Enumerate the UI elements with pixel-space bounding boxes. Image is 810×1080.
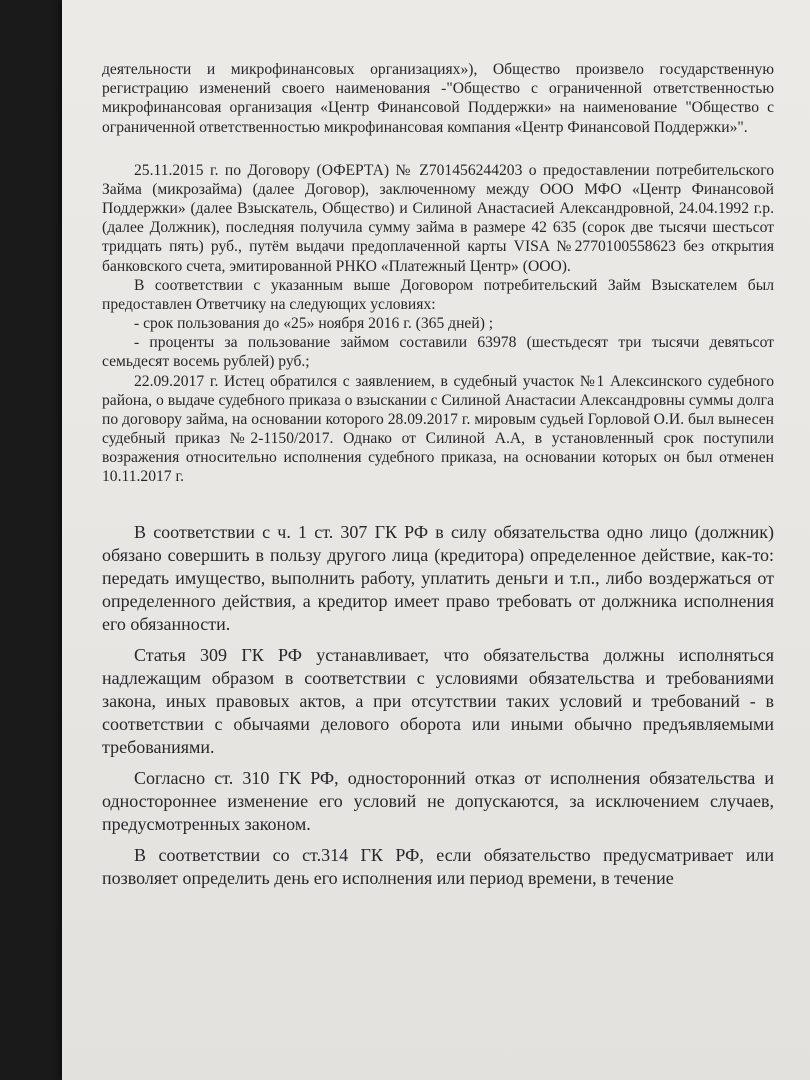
list-item: - срок пользования до «25» ноября 2016 г. (365 дней) ; xyxy=(134,315,494,333)
paragraph: В соответствии со ст.314 ГК РФ, если обязательство предусматривает или позволяет определить день его исполнения или период времени, в течение xyxy=(102,845,774,889)
paragraph: В соответствии с ч. 1 ст. 307 ГК РФ в силу обязательства одно лицо (должник) обязано совершить в пользу другого лица (кредитора) определенное действие, как-то: передать имущество, выполнить работу, уплатить деньги и т.п., либо воздержаться от определенного действия, а кредитор имеет право требовать от должника исполнения его обязанности. xyxy=(102,521,774,634)
paragraph: 22.09.2017 г. Истец обратился с заявлением, в судебный участок №1 Алексинского судебного района, о выдаче судебного приказа о взыскании с Силиной Анастасии Александровны суммы долга по договору займа, на основании которого 28.09.2017 г. мировым судьей Горловой О.И. был вынесен судебный приказ №2-1150/2017. Однако от Силиной А.А, в установленный срок поступили возражения относительно исполнения судебного приказа, на основании которых он был отменен 10.11.2017 г. xyxy=(102,372,774,486)
paragraph: 25.11.2015 г. по Договору (ОФЕРТА) № Z701456244203 о предоставлении потребительского Займа (микрозайма) (далее Договор), заключенному между ООО МФО «Центр Финансовой Поддержки» (далее Взыскатель, Общество) и Силиной Анастасией Александровной, 24.04.1992 г.р. (далее Должник), последняя получила сумму займа в размере 42 635 (сорок две тысячи шестьсот тридцать пять) руб., путём выдачи предоплаченной карты VISA №2770100558623 без открытия банковского счета, эмитированной РНКО «Платежный Центр» (ООО). xyxy=(102,161,774,275)
paragraph: В соответствии с указанным выше Договором потребительский Займ Взыскателем был предоставлен Ответчику на следующих условиях: xyxy=(102,276,774,313)
paragraph: деятельности и микрофинансовых организациях»), Общество произвело государственную регистрацию изменений своего наименования -"Общество с ограниченной ответственностью микрофинансовая организация «Центр Финансовой Поддержки» на наименование "Общество с ограниченной ответственностью микрофинансовая компания «Центр Финансовой Поддержки»". xyxy=(102,61,774,136)
paragraph: Статья 309 ГК РФ устанавливает, что обязательства должны исполняться надлежащим образом в соответствии с условиями обязательства и требованиями закона, иных правовых актов, а при отсутствии таких условий и требований - в соответствии с обычаями делового оборота или иными обычно предъявляемыми требованиями. xyxy=(102,644,774,757)
document-page xyxy=(62,0,810,1080)
list-item: - проценты за пользование займом составили 63978 (шестьдесят три тысячи девятьсот семьдесят восемь рублей) руб.; xyxy=(102,334,774,371)
document-text xyxy=(102,60,774,898)
text-block-top xyxy=(102,60,774,487)
paragraph: Согласно ст. 310 ГК РФ, односторонний отказ от исполнения обязательства и одностороннее изменение его условий не допускаются, за исключением случаев, предусмотренных законом. xyxy=(102,767,774,834)
text-block-bottom xyxy=(102,521,774,890)
